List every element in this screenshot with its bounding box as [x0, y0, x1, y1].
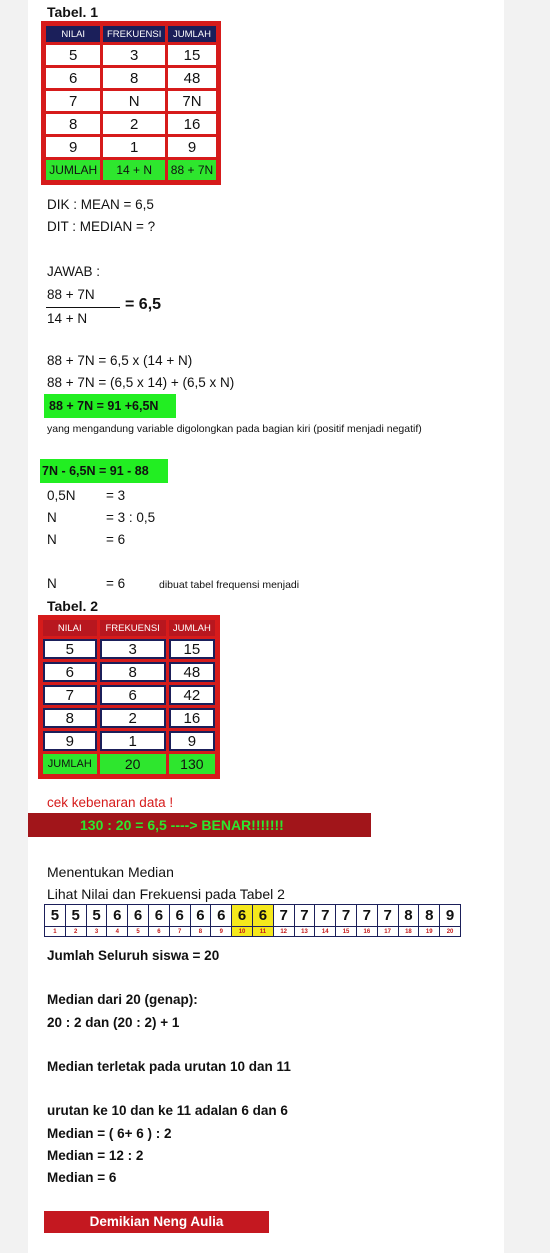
table-cell: 3: [100, 639, 166, 659]
sequence-value-cell: 6: [232, 905, 253, 927]
tabel1: [41, 21, 221, 185]
sequence-value-cell: 5: [86, 905, 107, 927]
step-6-left: N: [47, 510, 57, 525]
median-values: urutan ke 10 dan ke 11 adalan 6 dan 6: [47, 1103, 288, 1118]
sequence-value-cell: 7: [315, 905, 336, 927]
table-cell: 1: [103, 137, 165, 157]
step-4: 7N - 6,5N = 91 - 88: [42, 464, 149, 478]
sequence-value-cell: 7: [294, 905, 315, 927]
median-even-title: Median dari 20 (genap):: [47, 992, 198, 1007]
table-row: [43, 708, 215, 728]
table-cell: 16: [168, 114, 216, 134]
sequence-index-cell: 7: [169, 927, 190, 937]
sequence-value-cell: 7: [336, 905, 357, 927]
table-row: [46, 91, 216, 111]
signature-text: Demikian Neng Aulia: [89, 1214, 224, 1229]
step-5-right: = 3: [106, 488, 126, 503]
sequence-index-cell: 8: [190, 927, 211, 937]
table-row: [46, 137, 216, 157]
sequence-index-cell: 17: [377, 927, 398, 937]
sequence-index-cell: 20: [440, 927, 461, 937]
sequence-value-cell: 6: [252, 905, 273, 927]
step-3: 88 + 7N = 91 +6,5N: [49, 399, 159, 413]
step-1: 88 + 7N = 6,5 x (14 + N): [47, 353, 193, 368]
sequence-index-cell: 11: [252, 927, 273, 937]
sequence-index-cell: 19: [419, 927, 440, 937]
table-row: [46, 45, 216, 65]
step-5-left: 0,5N: [47, 488, 76, 503]
sequence-index-cell: 12: [273, 927, 294, 937]
table-cell: 14 + N: [103, 160, 165, 180]
median-even-formula: 20 : 2 dan (20 : 2) + 1: [47, 1015, 180, 1030]
table-cell: 9: [168, 137, 216, 157]
step-2: 88 + 7N = (6,5 x 14) + (6,5 x N): [47, 375, 235, 390]
sequence-index-cell: 1: [45, 927, 66, 937]
sequence-index-cell: 2: [65, 927, 86, 937]
table-cell: 7: [43, 685, 97, 705]
table-cell: 88 + 7N: [168, 160, 216, 180]
sequence-value-cell: 7: [273, 905, 294, 927]
sequence-index-cell: 16: [356, 927, 377, 937]
sequence-value-cell: 5: [45, 905, 66, 927]
tabel2-header-nilai: NILAI: [43, 620, 97, 636]
table-row: [43, 731, 215, 751]
median-calc-2: Median = 12 : 2: [47, 1148, 144, 1163]
sequence-index-cell: 4: [107, 927, 128, 937]
sequence-value-cell: 6: [128, 905, 149, 927]
step-6-right: = 3 : 0,5: [106, 510, 156, 525]
sequence-index-cell: 6: [148, 927, 169, 937]
fraction-numerator: 88 + 7N: [47, 287, 95, 302]
table-cell: JUMLAH: [43, 754, 97, 774]
sequence-index-cell: 9: [211, 927, 232, 937]
step-7-right: = 6: [106, 532, 126, 547]
table-cell: 2: [100, 708, 166, 728]
table-cell: 3: [103, 45, 165, 65]
table-cell: 7N: [168, 91, 216, 111]
table-row: [43, 685, 215, 705]
table-row: [43, 639, 215, 659]
table-cell: 16: [169, 708, 215, 728]
median-position: Median terletak pada urutan 10 dan 11: [47, 1059, 291, 1074]
step-8-note: dibuat tabel frequensi menjadi: [159, 579, 300, 591]
table-cell: 7: [46, 91, 100, 111]
fraction-denominator: 14 + N: [47, 311, 88, 326]
table-cell: 130: [169, 754, 215, 774]
fraction-result: = 6,5: [125, 296, 162, 313]
table-cell: 15: [168, 45, 216, 65]
sequence-value-cell: 6: [190, 905, 211, 927]
sequence-value-cell: 5: [65, 905, 86, 927]
table-cell: 15: [169, 639, 215, 659]
sequence-value-cell: 6: [148, 905, 169, 927]
sequence-value-cell: 8: [398, 905, 419, 927]
tabel2-header-frekuensi: FREKUENSI: [100, 620, 166, 636]
table-row: [43, 662, 215, 682]
median-calc-3: Median = 6: [47, 1170, 117, 1185]
step-7-left: N: [47, 532, 57, 547]
table-footer-row: [43, 754, 215, 774]
table-cell: 8: [43, 708, 97, 728]
sequence-index-cell: 18: [398, 927, 419, 937]
table-cell: 5: [46, 45, 100, 65]
tabel2-title: Tabel. 2: [47, 598, 99, 614]
median-title: Menentukan Median: [47, 864, 174, 880]
sequence-value-cell: 7: [377, 905, 398, 927]
table-cell: 9: [46, 137, 100, 157]
sequence-index-cell: 10: [232, 927, 253, 937]
sequence-value-cell: 6: [211, 905, 232, 927]
table-cell: 6: [100, 685, 166, 705]
sequence-value-cell: 9: [440, 905, 461, 927]
step-8-left: N: [47, 576, 57, 591]
table-cell: 6: [46, 68, 100, 88]
table-cell: 9: [169, 731, 215, 751]
step-note: yang mengandung variable digolongkan pada bagian kiri (positif menjadi negatif): [47, 423, 422, 435]
step-8-right: = 6: [106, 576, 126, 591]
dit-text: DIT : MEDIAN = ?: [47, 219, 156, 234]
check-label: cek kebenaran data !: [47, 795, 174, 810]
table-cell: 6: [43, 662, 97, 682]
tabel1-header-frekuensi: FREKUENSI: [103, 26, 165, 42]
tabel1-title: Tabel. 1: [47, 4, 99, 20]
check-result: 130 : 20 = 6,5 ----> BENAR!!!!!!!: [80, 817, 284, 833]
jawab-label: JAWAB :: [47, 264, 101, 279]
sequence-index-cell: 5: [128, 927, 149, 937]
tabel1-header-nilai: NILAI: [46, 26, 100, 42]
document-page: [28, 0, 504, 1253]
sequence-index-cell: 14: [315, 927, 336, 937]
sequence-value-cell: 6: [169, 905, 190, 927]
dik-text: DIK : MEAN = 6,5: [47, 197, 154, 212]
tabel1-header-jumlah: JUMLAH: [168, 26, 216, 42]
median-calc-1: Median = ( 6+ 6 ) : 2: [47, 1126, 172, 1141]
table-cell: 2: [103, 114, 165, 134]
table-cell: 48: [169, 662, 215, 682]
table-row: [46, 68, 216, 88]
table-cell: 1: [100, 731, 166, 751]
sequence-value-cell: 8: [419, 905, 440, 927]
fraction-line: [46, 307, 120, 308]
median-sequence: [44, 904, 461, 937]
tabel2: [38, 615, 220, 779]
table-cell: 8: [103, 68, 165, 88]
sequence-index-cell: 3: [86, 927, 107, 937]
median-subtitle: Lihat Nilai dan Frekuensi pada Tabel 2: [47, 886, 285, 902]
sequence-index-row: [45, 927, 461, 937]
table-cell: 8: [100, 662, 166, 682]
table-row: [46, 114, 216, 134]
table-cell: 20: [100, 754, 166, 774]
table-cell: JUMLAH: [46, 160, 100, 180]
sequence-value-cell: 6: [107, 905, 128, 927]
sequence-value-cell: 7: [356, 905, 377, 927]
table-cell: 8: [46, 114, 100, 134]
sequence-index-cell: 13: [294, 927, 315, 937]
sequence-values-row: [45, 905, 461, 927]
table-cell: 42: [169, 685, 215, 705]
sequence-index-cell: 15: [336, 927, 357, 937]
tabel2-header-jumlah: JUMLAH: [169, 620, 215, 636]
table-cell: N: [103, 91, 165, 111]
table-cell: 5: [43, 639, 97, 659]
table-footer-row: [46, 160, 216, 180]
total-students: Jumlah Seluruh siswa = 20: [47, 948, 220, 963]
table-cell: 9: [43, 731, 97, 751]
table-cell: 48: [168, 68, 216, 88]
